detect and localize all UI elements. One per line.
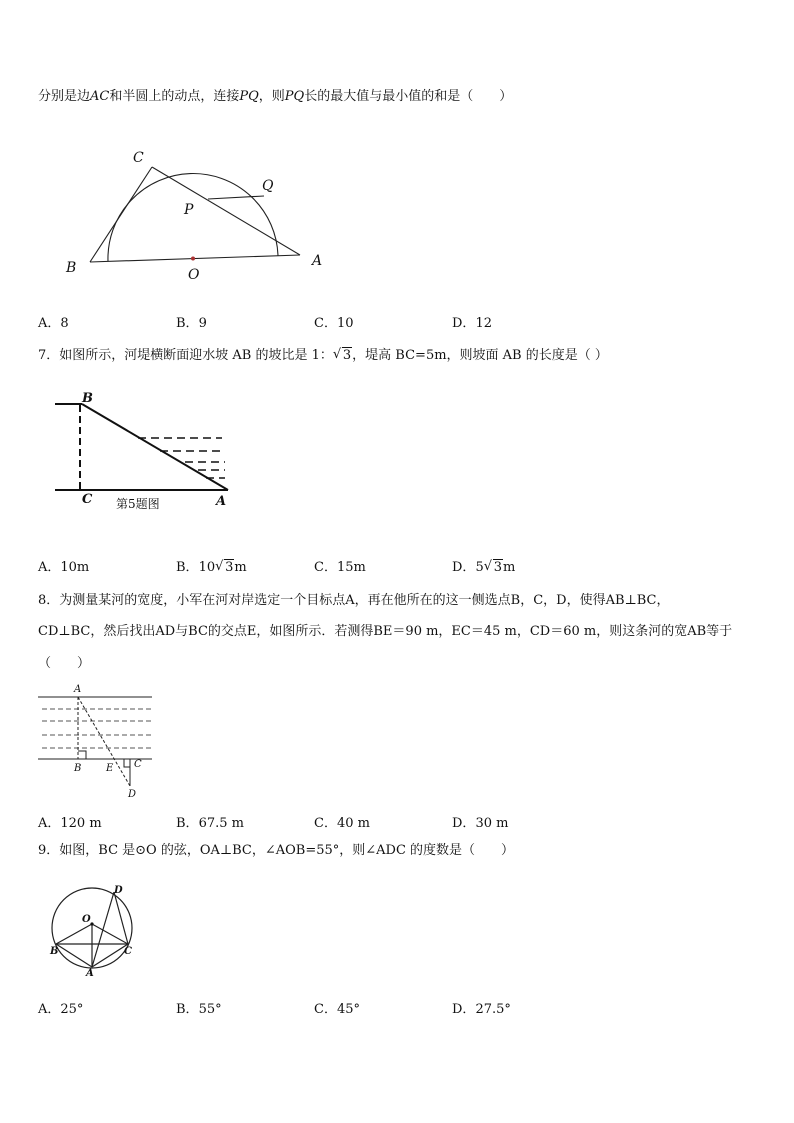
q7-water-lines bbox=[138, 438, 225, 478]
q8-stem-line1: 8．为测量某河的宽度，小军在河对岸选定一个目标点A，再在他所在的这一侧选点B，C，D，使得AB⊥BC， bbox=[38, 593, 670, 608]
q8-option-d[interactable]: D．30 m bbox=[452, 816, 509, 831]
q6-stem-text: 分别是边 bbox=[38, 89, 91, 104]
q7-stem-text: 7．如图所示，河堤横断面迎水坡 AB 的坡比是 1： bbox=[38, 348, 333, 363]
q6-option-a[interactable]: A．8 bbox=[38, 316, 69, 331]
q8-stem-line2: CD⊥BC，然后找出AD与BC的交点E，如图所示．若测得BE＝90 m，EC＝45 m，CD＝60 m，则这条河的宽AB等于 bbox=[38, 624, 733, 639]
q9-segment-dc bbox=[114, 892, 128, 944]
q6-stem-text: 长的最大值与最小值的和是（ ） bbox=[304, 89, 513, 104]
q6-var-pq: PQ bbox=[284, 89, 305, 104]
q6-stem-text: ，则 bbox=[258, 89, 285, 104]
q7-option-a[interactable]: A．10m bbox=[38, 560, 90, 575]
q6-option-d[interactable]: D．12 bbox=[452, 316, 492, 331]
q8-right-angle-c bbox=[124, 759, 130, 767]
q8-label-e: E bbox=[106, 763, 114, 774]
q8-option-a[interactable]: A．120 m bbox=[38, 816, 102, 831]
q6-stem-text: 和半圆上的动点，连接 bbox=[109, 89, 240, 104]
q8-label-c: C bbox=[134, 759, 142, 770]
q6-segment-ba bbox=[90, 255, 300, 262]
q9-stem: 9．如图，BC 是⊙O 的弦，OA⊥BC，∠AOB=55°，则∠ADC 的度数是（ ） bbox=[38, 843, 515, 858]
sqrt-symbol: √ 3 bbox=[333, 347, 352, 365]
q6-option-c[interactable]: C．10 bbox=[314, 316, 354, 331]
q6-label-p: P bbox=[184, 202, 194, 218]
q6-label-o: O bbox=[188, 267, 200, 283]
q9-center-dot bbox=[90, 922, 93, 925]
q9-circle-o bbox=[52, 888, 132, 968]
q6-segment-pq bbox=[208, 196, 264, 199]
sqrt-symbol: √ 3 bbox=[484, 560, 503, 575]
q7-slope-ab bbox=[82, 404, 228, 490]
q6-var-ac: AC bbox=[90, 89, 110, 104]
sqrt-symbol: √ 3 bbox=[215, 560, 234, 575]
q6-stem bbox=[38, 88, 512, 106]
q7-caption: 第5题图 bbox=[116, 497, 160, 511]
q6-semicircle bbox=[108, 174, 278, 262]
q6-label-b: B bbox=[66, 260, 77, 276]
q9-option-d[interactable]: D．27.5° bbox=[452, 1002, 511, 1017]
q7-label-b: B bbox=[82, 391, 93, 406]
q6-label-c: C bbox=[133, 150, 144, 166]
q6-segment-ca bbox=[152, 167, 300, 255]
q6-label-q: Q bbox=[262, 178, 274, 194]
q7-option-d[interactable]: D．5√ 3m bbox=[452, 556, 515, 575]
q8-label-d: D bbox=[128, 789, 137, 800]
q9-option-b[interactable]: B．55° bbox=[176, 1002, 222, 1017]
q9-segment-ob bbox=[56, 924, 92, 944]
q9-label-d: D bbox=[114, 885, 123, 896]
q8-segment-ad bbox=[78, 697, 130, 786]
q8-label-a: A bbox=[74, 684, 82, 695]
q9-label-c: C bbox=[124, 946, 132, 957]
q6-segment-bc bbox=[90, 167, 152, 262]
q7-option-c[interactable]: C．15m bbox=[314, 560, 366, 575]
q9-label-a: A bbox=[86, 968, 94, 979]
q8-option-c[interactable]: C．40 m bbox=[314, 816, 370, 831]
q9-label-b: B bbox=[50, 946, 59, 957]
q7-stem bbox=[38, 347, 608, 365]
q7-option-b[interactable]: B．10√ 3m bbox=[176, 556, 247, 575]
q8-water-lines bbox=[42, 709, 152, 748]
q9-segment-ad bbox=[92, 892, 114, 967]
q8-stem-line3: （ ） bbox=[38, 656, 91, 671]
q8-label-b: B bbox=[74, 763, 82, 774]
q9-segment-oc bbox=[92, 924, 128, 944]
q7-label-c: C bbox=[82, 492, 93, 507]
q9-segment-ac bbox=[92, 944, 128, 967]
q9-segment-ab bbox=[56, 944, 92, 967]
q9-option-c[interactable]: C．45° bbox=[314, 1002, 360, 1017]
q9-label-o: O bbox=[82, 914, 91, 925]
q9-option-a[interactable]: A．25° bbox=[38, 1002, 84, 1017]
q8-option-b[interactable]: B．67.5 m bbox=[176, 816, 244, 831]
q6-label-a: A bbox=[312, 253, 323, 269]
q6-option-b[interactable]: B．9 bbox=[176, 316, 207, 331]
q6-var-pq: PQ bbox=[239, 89, 259, 104]
q6-center-dot bbox=[191, 257, 195, 261]
q8-right-angle-b bbox=[78, 751, 86, 759]
q7-label-a: A bbox=[216, 494, 227, 509]
q7-stem-text: ，堤高 BC=5m，则坡面 AB 的长度是（ ） bbox=[352, 348, 608, 363]
